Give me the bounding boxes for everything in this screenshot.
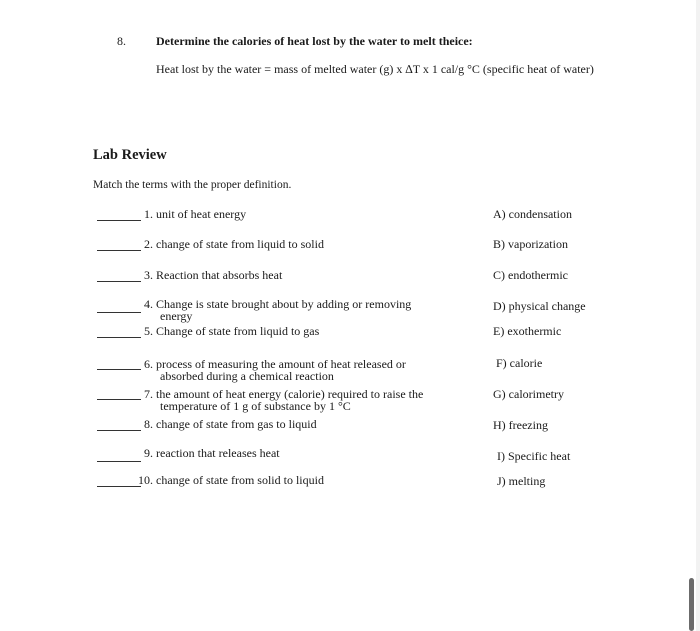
question-title: Determine the calories of heat lost by the water to melt theice: [156, 34, 473, 48]
term-5: 5. Change of state from liquid to gas [144, 324, 320, 338]
term-9: 9. reaction that releases heat [144, 446, 280, 460]
definition-h: H) freezing [493, 418, 548, 432]
answer-blank-9[interactable] [97, 461, 141, 462]
answer-blank-6[interactable] [97, 369, 141, 370]
definition-b: B) vaporization [493, 237, 568, 251]
term-6: 6. process of measuring the amount of heat released or absorbed during a chemical reaction [144, 357, 406, 383]
answer-blank-2[interactable] [97, 250, 141, 251]
definition-j: J) melting [497, 474, 546, 488]
definition-g: G) calorimetry [493, 387, 564, 401]
answer-blank-10[interactable] [97, 486, 141, 487]
answer-blank-3[interactable] [97, 281, 141, 282]
term-8: 8. change of state from gas to liquid [144, 417, 317, 431]
definition-a: A) condensation [493, 207, 572, 221]
definition-f: F) calorie [496, 356, 543, 370]
instructions: Match the terms with the proper definition. [93, 179, 292, 191]
term-4: 4. Change is state brought about by adding or removing energy [144, 297, 412, 323]
term-1: 1. unit of heat energy [144, 207, 247, 221]
definition-c: C) endothermic [493, 268, 568, 282]
answer-blank-4[interactable] [97, 312, 141, 313]
definition-d: D) physical change [493, 299, 586, 313]
answer-blank-5[interactable] [97, 337, 141, 338]
answer-blank-1[interactable] [97, 220, 141, 221]
specific-heat-formula: Heat lost by the water = mass of melted water (g) x ∆T x 1 cal/g °C (specific heat of water) [156, 62, 594, 76]
answer-blank-7[interactable] [97, 399, 141, 400]
lab-review-heading: Lab Review [93, 147, 167, 163]
term-2: 2. change of state from liquid to solid [144, 237, 324, 251]
question-number: 8. [117, 34, 126, 48]
definition-i: I) Specific heat [497, 449, 571, 463]
term-7: 7. the amount of heat energy (calorie) required to raise the temperature of 1 g of substance by 1 °C [144, 387, 424, 413]
page-edge-shadow [696, 0, 700, 631]
term-10: 10. change of state from solid to liquid [138, 473, 324, 487]
scrollbar-thumb[interactable] [689, 578, 694, 631]
definition-e: E) exothermic [493, 324, 562, 338]
term-3: 3. Reaction that absorbs heat [144, 268, 283, 282]
answer-blank-8[interactable] [97, 430, 141, 431]
